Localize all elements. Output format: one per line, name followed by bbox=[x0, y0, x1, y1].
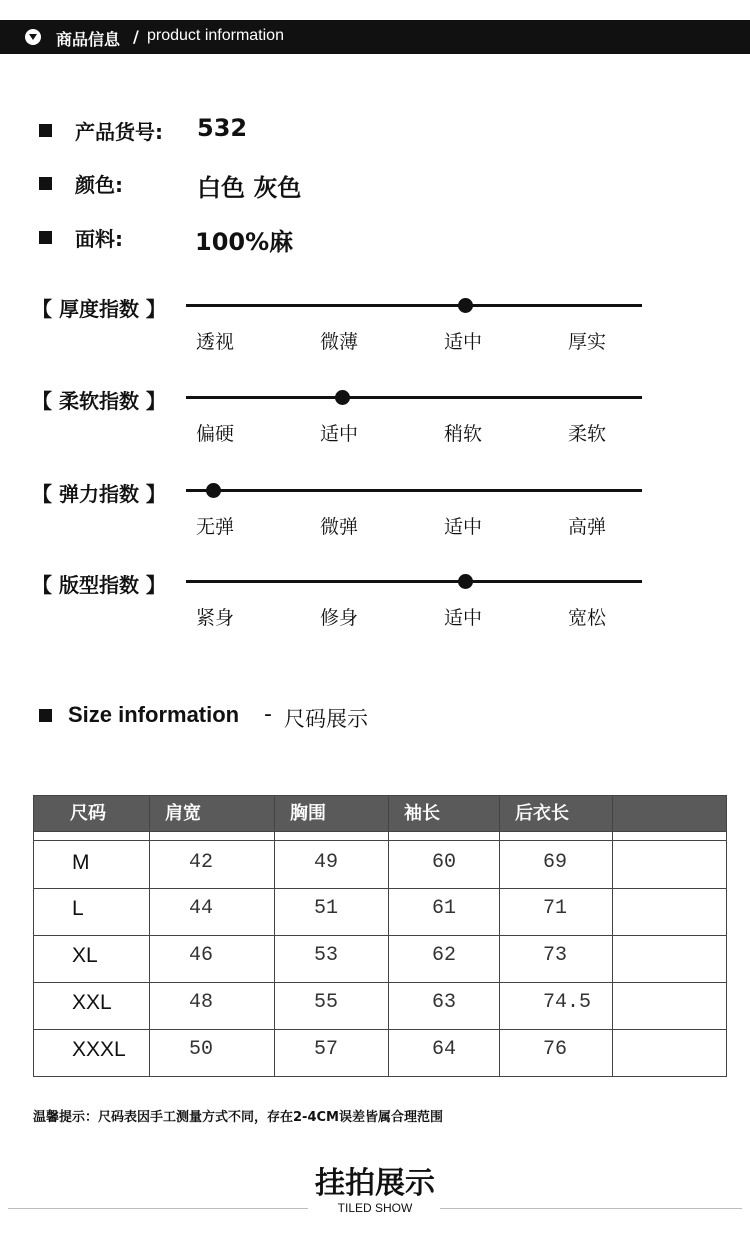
divider-right bbox=[440, 1208, 742, 1209]
header-title-en: product information bbox=[147, 27, 284, 44]
table-cell: 50 bbox=[189, 1038, 214, 1061]
table-cell: 42 bbox=[189, 851, 214, 874]
table-row bbox=[34, 1029, 726, 1075]
chevron-down-icon bbox=[25, 29, 41, 45]
table-cell: 64 bbox=[432, 1038, 457, 1061]
size-heading-dash: - bbox=[264, 702, 272, 727]
index-marker-dot bbox=[458, 574, 473, 589]
index-marker-dot bbox=[335, 390, 350, 405]
table-cell: 69 bbox=[543, 851, 568, 874]
info-label-color: 颜色: bbox=[75, 173, 123, 197]
bullet-square-icon bbox=[39, 231, 52, 244]
table-cell: 71 bbox=[543, 897, 568, 920]
index-level-label: 厚实 bbox=[568, 331, 607, 353]
index-level-label: 适中 bbox=[444, 516, 483, 538]
index-title: 【 柔软指数 】 bbox=[32, 389, 166, 413]
index-scale-line bbox=[186, 489, 642, 492]
size-heading-cn: 尺码展示 bbox=[284, 707, 368, 731]
tiled-show-subtitle: TILED SHOW bbox=[337, 1201, 413, 1215]
table-row bbox=[34, 935, 726, 981]
table-cell: M bbox=[72, 851, 90, 874]
table-cell: 53 bbox=[314, 944, 339, 967]
table-row bbox=[34, 888, 726, 934]
table-cell: 76 bbox=[543, 1038, 568, 1061]
tiled-show-title: 挂拍展示 bbox=[315, 1166, 435, 1201]
table-header-cell: 肩宽 bbox=[149, 796, 274, 831]
index-level-label: 稍软 bbox=[444, 423, 483, 445]
index-marker-dot bbox=[458, 298, 473, 313]
table-header-cell: 尺码 bbox=[34, 796, 149, 831]
index-level-label: 柔软 bbox=[568, 423, 607, 445]
table-cell: 55 bbox=[314, 991, 339, 1014]
index-level-label: 微薄 bbox=[320, 331, 359, 353]
table-cell: 57 bbox=[314, 1038, 339, 1061]
index-level-label: 微弹 bbox=[320, 516, 359, 538]
info-label-fabric: 面料: bbox=[75, 227, 123, 251]
table-cell: 61 bbox=[432, 897, 457, 920]
header-slash: / bbox=[133, 27, 139, 46]
index-scale-line bbox=[186, 580, 642, 583]
index-scale-line bbox=[186, 304, 642, 307]
table-header-cell bbox=[612, 796, 726, 831]
index-title: 【 弹力指数 】 bbox=[32, 482, 166, 506]
info-label-item-no: 产品货号: bbox=[75, 120, 163, 144]
info-value-fabric: 100%麻 bbox=[195, 228, 294, 256]
table-grid-line bbox=[34, 840, 726, 841]
table-cell: 63 bbox=[432, 991, 457, 1014]
index-title: 【 厚度指数 】 bbox=[32, 297, 166, 321]
table-cell: XL bbox=[72, 944, 98, 967]
table-cell: 74.5 bbox=[543, 991, 592, 1014]
index-level-label: 透视 bbox=[196, 331, 235, 353]
index-level-label: 无弹 bbox=[196, 516, 235, 538]
table-cell: 73 bbox=[543, 944, 568, 967]
table-cell: L bbox=[72, 897, 84, 920]
info-value-item-no: 532 bbox=[197, 114, 248, 142]
table-header-cell: 后衣长 bbox=[499, 796, 612, 831]
section-header-bar bbox=[0, 20, 750, 54]
table-cell: 62 bbox=[432, 944, 457, 967]
index-level-label: 适中 bbox=[444, 331, 483, 353]
index-level-label: 宽松 bbox=[568, 607, 607, 629]
table-header-cell: 胸围 bbox=[274, 796, 388, 831]
table-header-cell: 袖长 bbox=[388, 796, 499, 831]
index-level-label: 适中 bbox=[320, 423, 359, 445]
size-table bbox=[33, 795, 727, 1077]
index-level-label: 紧身 bbox=[196, 607, 235, 629]
size-heading-en: Size information bbox=[68, 702, 240, 727]
table-cell: 48 bbox=[189, 991, 214, 1014]
index-marker-dot bbox=[206, 483, 221, 498]
table-cell: 46 bbox=[189, 944, 214, 967]
table-cell: 51 bbox=[314, 897, 339, 920]
index-scale-line bbox=[186, 396, 642, 399]
bullet-square-icon bbox=[39, 124, 52, 137]
table-cell: 49 bbox=[314, 851, 339, 874]
index-level-label: 偏硬 bbox=[196, 423, 235, 445]
bullet-square-icon bbox=[39, 177, 52, 190]
table-cell: XXXL bbox=[72, 1038, 126, 1061]
size-tip: 温馨提示：尺码表因手工测量方式不同，存在2-4CM误差皆属合理范围 bbox=[33, 1110, 443, 1125]
table-cell: XXL bbox=[72, 991, 112, 1014]
table-cell: 60 bbox=[432, 851, 457, 874]
index-title: 【 版型指数 】 bbox=[32, 573, 166, 597]
index-level-label: 修身 bbox=[320, 607, 359, 629]
table-row bbox=[34, 842, 726, 888]
bullet-square-icon bbox=[39, 709, 52, 722]
index-level-label: 高弹 bbox=[568, 516, 607, 538]
info-value-color: 白色 灰色 bbox=[197, 174, 302, 202]
header-title-cn: 商品信息 bbox=[56, 30, 121, 49]
index-level-label: 适中 bbox=[444, 607, 483, 629]
table-cell: 44 bbox=[189, 897, 214, 920]
table-grid-line bbox=[34, 831, 726, 832]
table-row bbox=[34, 982, 726, 1028]
